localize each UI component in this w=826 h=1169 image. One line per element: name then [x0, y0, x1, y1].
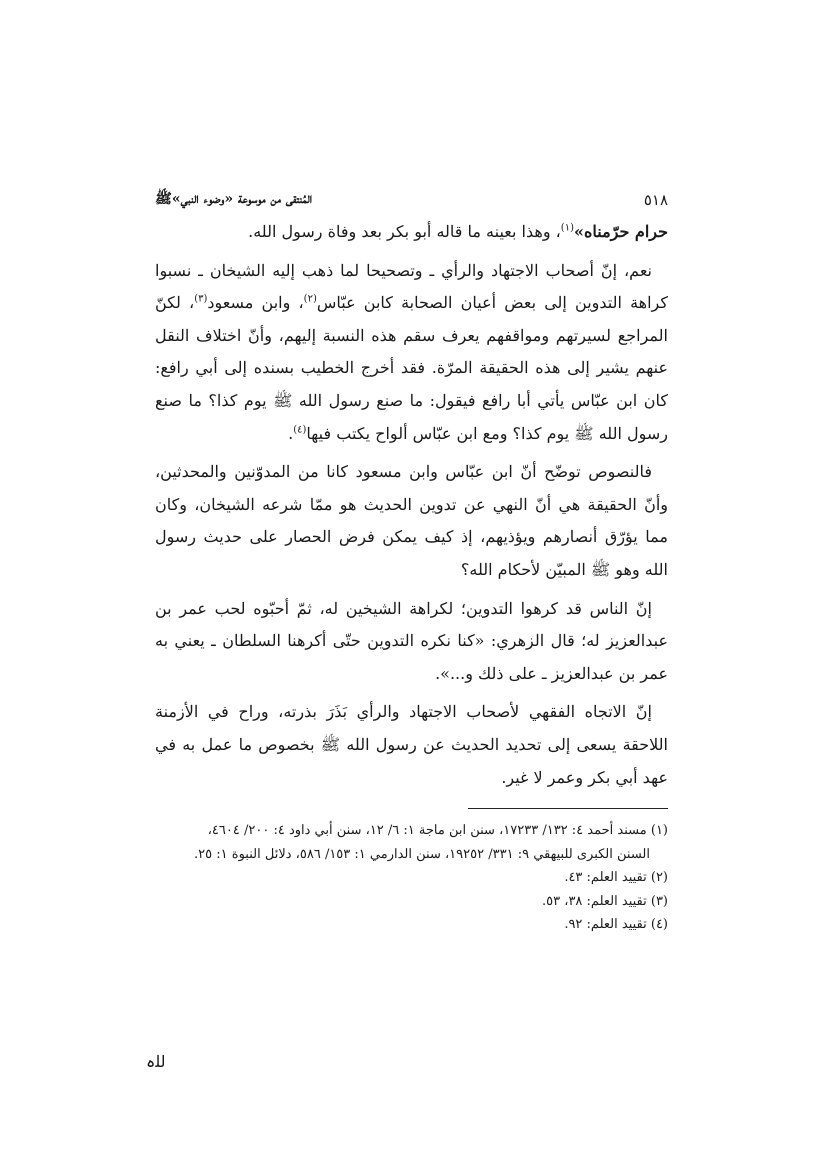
- paragraph-5: [155, 696, 668, 794]
- paragraph-2: [155, 255, 668, 451]
- paragraph-text: إنّ الناس قد كرهوا التدوين؛ لكراهة الشيخين له، ثمّ أحبّوه لحب عمر بن عبدالعزيز له؛ قال الزهري: «كنا نكره التدوين حتّى أكرهنا السلطان ـ يعني به عمر بن عبدالعزيز ـ على ذلك و...».: [155, 598, 668, 683]
- footnote-ref: (٣): [194, 293, 208, 305]
- paragraph-1: [155, 216, 668, 249]
- footnote-2: (٢) تقييد العلم: ٤٣.: [564, 870, 668, 886]
- main-text: [155, 216, 668, 794]
- page-header: [155, 186, 668, 214]
- running-title: المُنتقى من موسوعة «وضوء النبي»ﷺ: [155, 191, 313, 207]
- paragraph-3: [155, 456, 668, 586]
- page-number: ٥١٨: [643, 191, 668, 209]
- footnote-ref: (١): [560, 222, 574, 234]
- paragraph-text: .: [288, 423, 294, 443]
- paragraph-text: ، لكنّ المراجع لسيرتهم ومواقفهم يعرف سقم هذه النسبة إليهم، وأنّ اختلاف النقل عنهم يشير إلى هذه الحقيقة المرّة. فقد أخرج الخطيب بسنده إلى أبي رافع: كان ابن عبّاس يأتي أبا رافع فيقول: ما صنع رسول الله ﷺ يوم كذا؟ ما صنع رسول الله ﷺ يوم كذا؟ ومع ابن عبّاس ألواح يكتب فيها: [155, 293, 668, 443]
- footnotes: [155, 819, 668, 937]
- paragraph-text: فالنصوص توضّح أنّ ابن عبّاس وابن مسعود كانا من المدوّنين والمحدثين، وأنّ الحقيقة هي أنّ النهي عن تدوين الحديث هو ممّا شرعه الشيخان، وكان مما يؤرّق أنصارهم ويؤذيهم، إذ كيف يمكن فرض الحصار على حديث رسول الله وهو ﷺ المبيّن لأحكام الله؟: [155, 462, 668, 579]
- paragraph-text: إنّ الاتجاه الفقهي لأصحاب الاجتهاد والرأي بَذَرَ بذرته، وراح في الأزمنة اللاحقة يسعى إلى تحديد الحديث عن رسول الله ﷺ بخصوص ما عمل به في عهد أبي بكر وعمر لا غير.: [155, 702, 668, 787]
- footnote-ref: (٢): [303, 293, 317, 305]
- footnote-4: (٤) تقييد العلم: ٩٢.: [564, 917, 668, 933]
- paragraph-4: [155, 593, 668, 691]
- bottom-ornament: ﻟﻠہ: [146, 1052, 166, 1071]
- footnote-1-continued: السنن الكبرى للبيهقي ٩: ٣٣١/ ١٩٢٥٢، سنن الدارمي ١: ١٥٣/ ٥٨٦، دلائل النبوة ١: ٢٥.: [194, 846, 650, 862]
- footnote-1: (١) مسند أحمد ٤: ١٣٢/ ١٧٢٣٣، سنن ابن ماجة ١: ٦/ ١٢، سنن أبي داود ٤: ٢٠٠/ ٤٦٠٤،: [207, 823, 668, 839]
- footnote-ref: (٤): [293, 424, 307, 436]
- footnote-divider: [468, 808, 668, 809]
- paragraph-text: ، وهذا بعينه ما قاله أبو بكر بعد وفاة رسول الله.: [248, 222, 561, 241]
- paragraph-lead: حرام حرّمناه»: [573, 222, 668, 241]
- document-page: [155, 186, 668, 937]
- paragraph-text: ، وابن مسعود: [207, 293, 304, 313]
- footnote-3: (٣) تقييد العلم: ٣٨، ٥٣.: [542, 893, 668, 909]
- paragraph-text: نعم، إنّ أصحاب الاجتهاد والرأي ـ وتصحيحا لما ذهب إليه الشيخان ـ نسبوا كراهة التدوين إلى بعض أعيان الصحابة كابن عبّاس: [155, 260, 669, 313]
